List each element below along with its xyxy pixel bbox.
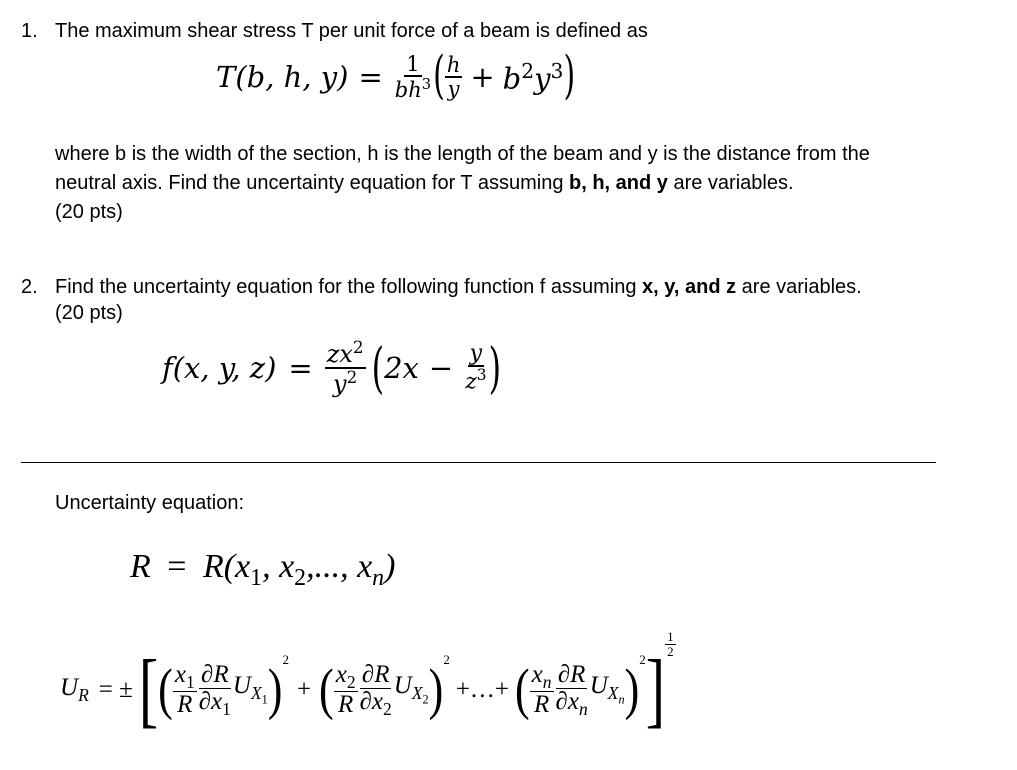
term-n-close-paren: ) bbox=[624, 657, 640, 722]
h-over-y-fraction bbox=[445, 54, 463, 100]
r-function: R(x bbox=[202, 548, 251, 585]
h-numerator: h bbox=[446, 52, 461, 77]
equals-sign: = bbox=[167, 548, 187, 585]
term-1-exponent: 2 bbox=[282, 652, 289, 667]
term-2-ux: $U_{X_2}$ bbox=[393, 672, 429, 707]
term-n-partial: $\frac{\partial R}{\partial x_n}$ bbox=[555, 660, 588, 719]
term-1-close-paren: ) bbox=[267, 657, 283, 722]
term-1-partial: $\frac{\partial R}{\partial x_1}$ bbox=[198, 660, 231, 719]
section-divider bbox=[21, 462, 936, 463]
plus-sign: + bbox=[470, 60, 495, 94]
f-lhs: f(x, y, z) bbox=[162, 351, 277, 385]
open-paren: ( bbox=[433, 46, 445, 106]
zx2-over-y2-fraction bbox=[325, 336, 366, 398]
close-paren: ) bbox=[488, 335, 502, 401]
equals-sign: = bbox=[358, 60, 383, 94]
ur-symbol: $U_R$ bbox=[60, 674, 89, 705]
close-bracket: ] bbox=[645, 642, 666, 737]
equals-sign: = bbox=[288, 351, 313, 385]
outer-exponent-half: $\frac{1}{2}$ bbox=[667, 629, 674, 659]
open-paren: ( bbox=[371, 335, 385, 401]
coefficient-denominator: $bh^3$ bbox=[394, 76, 432, 102]
term-1-x-over-r: $\frac{x_1}{R}$ bbox=[174, 660, 195, 719]
y-numerator: y bbox=[469, 341, 483, 367]
term-2-exponent: 2 bbox=[443, 652, 450, 667]
question-1-number: 1. bbox=[21, 20, 38, 42]
plus-sign: + bbox=[296, 676, 312, 703]
term-1-ux: $U_{X_1}$ bbox=[232, 672, 268, 707]
zx2-numerator: $zx^2$ bbox=[326, 336, 364, 368]
close-paren: ) bbox=[563, 46, 576, 106]
coefficient-numerator: 1 bbox=[406, 51, 420, 76]
term-n-exponent: 2 bbox=[639, 652, 646, 667]
term-2-close-paren: ) bbox=[428, 657, 444, 722]
uncertainty-formula bbox=[60, 630, 676, 750]
open-bracket: [ bbox=[138, 642, 159, 737]
question-1-description-line-1: where b is the width of the section, h is the length of the beam and y is the distance from the bbox=[55, 143, 870, 165]
uncertainty-heading: Uncertainty equation: bbox=[55, 492, 245, 514]
r-definition-formula: $R = R(x_1$, $x_2$,..., $x_n$) bbox=[130, 548, 396, 591]
two-x-term: 2x bbox=[384, 351, 419, 385]
formula-lhs: T(b, h, y) bbox=[216, 60, 349, 94]
coefficient-fraction bbox=[393, 53, 433, 101]
term-2-open-paren: ( bbox=[319, 657, 334, 722]
b2y3-term: $b^2y^3$ bbox=[502, 58, 564, 96]
y2-denominator: $y^2$ bbox=[333, 367, 358, 398]
term-2-partial: $\frac{\partial R}{\partial x_2}$ bbox=[359, 660, 392, 719]
term-n-ux: $U_{X_n}$ bbox=[589, 672, 625, 707]
question-2-points: (20 pts) bbox=[55, 302, 123, 324]
term-2-x-over-r: $\frac{x_2}{R}$ bbox=[335, 660, 356, 719]
y-denominator: y bbox=[447, 77, 460, 101]
term-n-x-over-r: $\frac{x_n}{R}$ bbox=[531, 660, 552, 719]
formula-shear-stress bbox=[216, 42, 575, 112]
formula-function-f bbox=[162, 328, 501, 408]
question-2-number: 2. bbox=[21, 276, 38, 298]
equals-plus-minus: = ± bbox=[98, 676, 133, 703]
term-n-open-paren: ( bbox=[515, 657, 530, 722]
question-1-intro: The maximum shear stress T per unit force of a beam is defined as bbox=[55, 20, 648, 42]
r-symbol: R bbox=[130, 548, 151, 585]
question-1-points: (20 pts) bbox=[55, 201, 123, 223]
question-2-text: Find the uncertainty equation for the following function f assuming x, y, and z are variables. bbox=[55, 276, 862, 298]
minus-sign: − bbox=[428, 351, 454, 385]
term-1-open-paren: ( bbox=[158, 657, 173, 722]
question-1-description-line-2: neutral axis. Find the uncertainty equation for T assuming b, h, and y are variables. bbox=[55, 172, 794, 194]
y-over-z3-fraction bbox=[463, 342, 488, 394]
ellipsis-plus: +…+ bbox=[455, 676, 510, 703]
z3-denominator: $z^3$ bbox=[465, 366, 487, 395]
